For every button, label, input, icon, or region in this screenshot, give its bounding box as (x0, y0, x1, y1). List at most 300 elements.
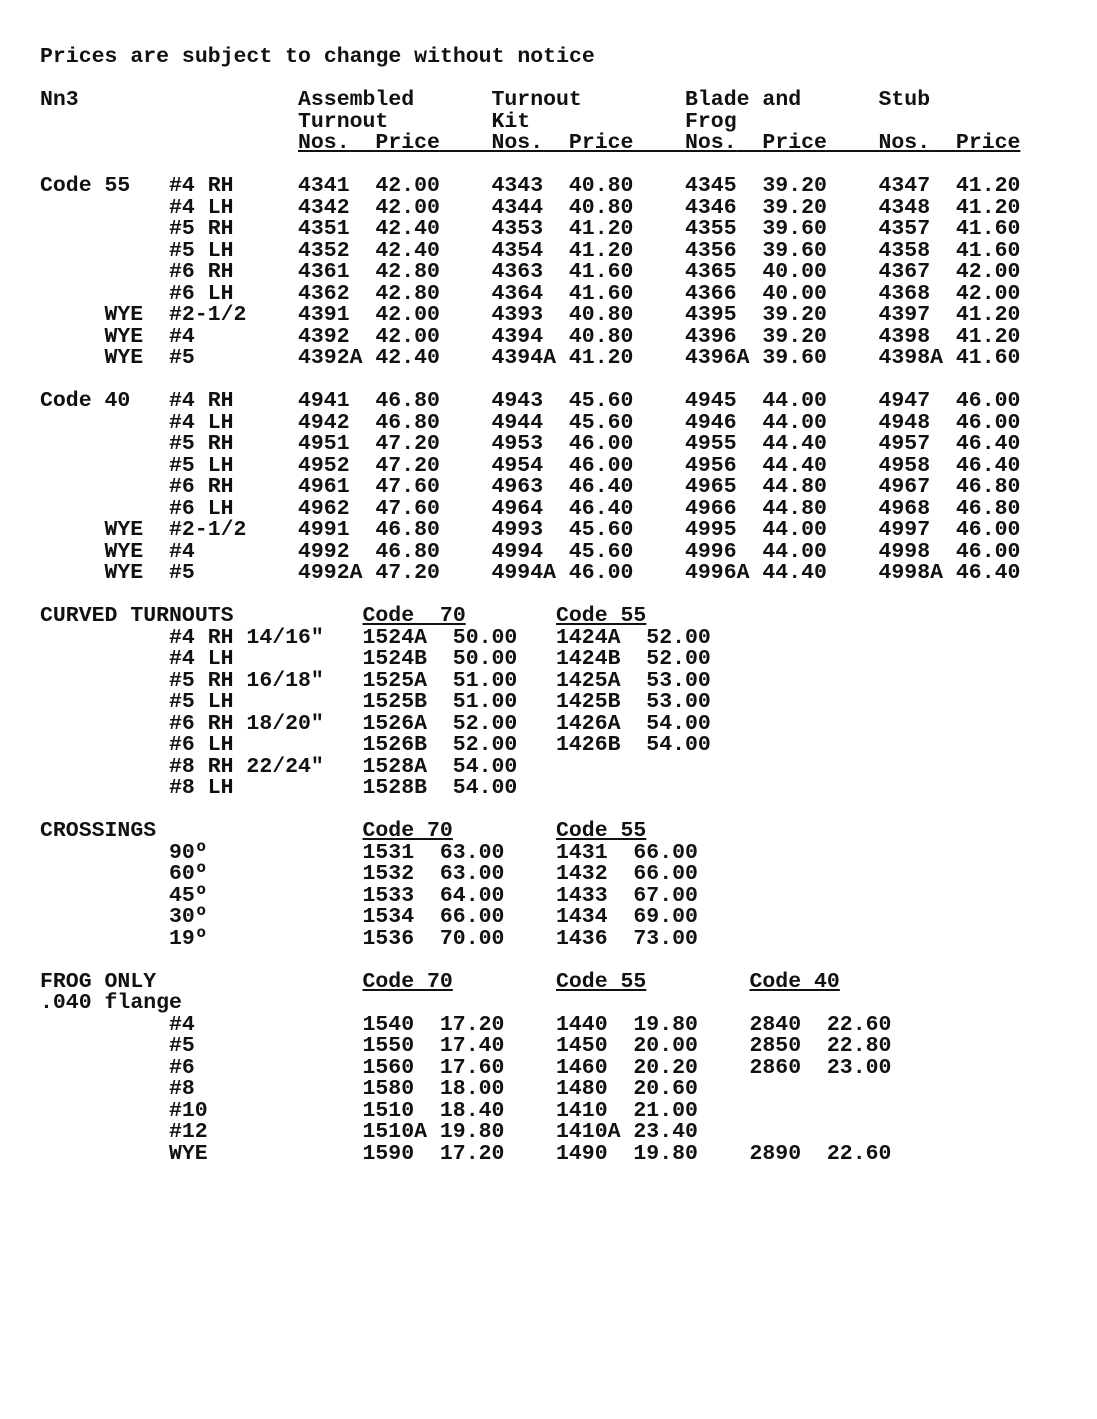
table-cell: 1531 (362, 840, 415, 865)
table-cell: 2840 (749, 1012, 802, 1037)
nos-price-header (298, 133, 492, 155)
table-cell: 22.80 (826, 1034, 892, 1058)
table-cell: 4358 (878, 238, 931, 263)
table-cell: 4347 (878, 174, 931, 198)
table-cell: #8 RH 22/24" (169, 754, 324, 779)
section-title: FROG ONLY (40, 969, 157, 994)
table-cell: 52.00 (646, 647, 711, 671)
table-cell: 1536 (362, 926, 415, 951)
table-cell: #4 (169, 324, 195, 349)
table-cell: 50.00 (452, 625, 518, 650)
table-cell: 1436 (556, 926, 608, 951)
table-cell: 1450 (556, 1034, 608, 1058)
table-cell: 4996A (685, 561, 750, 585)
table-cell: #8 LH (169, 776, 234, 800)
table-cell: 1431 (556, 840, 608, 865)
table-cell: 1550 (362, 1034, 415, 1058)
table-cell: 4365 (685, 260, 737, 284)
table-cell: 4965 (685, 475, 737, 499)
table-cell: 4363 (491, 260, 544, 284)
table-cell: 4968 (878, 496, 931, 521)
table-cell: 47.60 (375, 496, 440, 521)
table-cell: 1540 (362, 1012, 415, 1037)
table-cell: 1426B (556, 733, 621, 757)
table-cell: 1532 (362, 862, 415, 886)
table-cell: #4 LH (169, 647, 234, 671)
table-cell: 4942 (298, 410, 350, 435)
table-cell: 41.60 (955, 217, 1021, 241)
table-cell: 46.40 (955, 432, 1021, 456)
table-cell: 22.60 (826, 1012, 892, 1037)
table-cell: 4953 (491, 432, 544, 456)
nos-price-header (685, 133, 879, 155)
table-cell: 44.80 (762, 475, 827, 499)
table-cell: 42.80 (375, 260, 440, 284)
table-cell: 4962 (298, 496, 350, 521)
table-cell: 51.00 (452, 690, 518, 714)
table-cell: 46.40 (568, 496, 634, 521)
table-cell: 64.00 (439, 883, 505, 908)
table-cell: 18.00 (439, 1077, 505, 1101)
table-cell: 46.00 (568, 432, 634, 456)
table-cell: 4941 (298, 389, 350, 413)
table-cell: #5 (169, 1034, 195, 1058)
table-cell: #6 RH (169, 475, 234, 499)
table-cell: #5 RH (169, 217, 234, 241)
table-cell: 4961 (298, 475, 350, 499)
table-cell: 2850 (749, 1034, 802, 1058)
table-cell: #5 LH (169, 690, 234, 714)
table-cell: 46.00 (568, 561, 634, 585)
table-cell: 46.80 (955, 475, 1021, 499)
table-cell: 40.00 (762, 281, 827, 306)
table-cell: 4356 (685, 238, 737, 263)
code-header: Code 70 (362, 819, 453, 843)
table-cell: 46.00 (955, 389, 1021, 413)
table-cell: 70.00 (439, 926, 505, 951)
nos-header: Nos. (878, 131, 931, 155)
table-cell: 46.00 (568, 453, 634, 478)
table-cell: 17.60 (439, 1055, 505, 1080)
table-cell: 4964 (491, 496, 544, 521)
table-cell: #6 RH 18/20" (169, 711, 324, 736)
table-cell: 1525B (362, 690, 428, 714)
table-cell: 39.20 (762, 303, 827, 327)
table-cell: 4993 (491, 518, 544, 542)
table-cell: 46.40 (955, 561, 1021, 585)
table-cell: 45.60 (568, 539, 634, 564)
table-cell: 63.00 (439, 862, 505, 886)
table-cell: 41.60 (955, 346, 1021, 370)
table-cell: 46.80 (375, 410, 440, 435)
table-cell: 41.60 (568, 260, 634, 284)
table-cell: 4946 (685, 410, 737, 435)
table-cell: 23.00 (826, 1055, 892, 1080)
table-cell: 4397 (878, 303, 931, 327)
table-cell: 47.20 (375, 561, 440, 585)
table-cell: 73.00 (633, 926, 698, 951)
table-cell: 39.20 (762, 324, 827, 349)
table-cell: 1533 (362, 883, 415, 908)
table-cell: 4366 (685, 281, 737, 306)
table-cell: 1425B (556, 690, 621, 714)
table-cell: 44.00 (762, 539, 827, 564)
table-cell: 4394 (491, 324, 544, 349)
table-cell: 46.80 (375, 518, 440, 542)
table-cell: 4341 (298, 174, 350, 198)
table-cell: 39.20 (762, 174, 827, 198)
table-cell: 4966 (685, 496, 737, 521)
table-cell: 4357 (878, 217, 931, 241)
table-cell: 1424B (556, 647, 621, 671)
table-cell: 4991 (298, 518, 350, 542)
table-cell: 39.60 (762, 238, 827, 263)
table-cell: 63.00 (439, 840, 505, 865)
table-cell: #4 LH (169, 410, 234, 435)
table-cell: 4392 (298, 324, 350, 349)
table-cell: 67.00 (633, 883, 698, 908)
table-cell: 41.20 (955, 303, 1021, 327)
table-cell: 45º (169, 883, 208, 908)
table-cell: 4957 (878, 432, 931, 456)
table-cell: 60º (169, 862, 208, 886)
table-cell: #5 RH (169, 432, 234, 456)
table-cell: 19.80 (439, 1120, 505, 1144)
table-cell: 1534 (362, 905, 415, 929)
section-title: CROSSINGS (40, 819, 157, 843)
table-cell: 4952 (298, 453, 350, 478)
table-cell: 1432 (556, 862, 608, 886)
table-cell: 44.00 (762, 389, 827, 413)
table-cell: 41.20 (955, 174, 1021, 198)
scale-label: Nn3 (40, 88, 79, 112)
section-title: CURVED TURNOUTS (40, 604, 234, 628)
table-cell: 4994A (491, 561, 557, 585)
table-cell: 40.00 (762, 260, 827, 284)
table-cell: 42.00 (375, 324, 440, 349)
table-cell: 4394A (491, 346, 557, 370)
table-cell: #5 LH (169, 238, 234, 263)
table-cell: 19.80 (633, 1012, 698, 1037)
table-cell: 66.00 (633, 840, 698, 865)
table-cell: 1524A (362, 625, 428, 650)
table-cell: 1434 (556, 905, 608, 929)
table-cell: 20.00 (633, 1034, 698, 1058)
table-cell: #4 RH (169, 389, 234, 413)
table-cell: #4 RH 14/16" (169, 625, 324, 650)
table-cell: 66.00 (439, 905, 505, 929)
table-cell: 47.20 (375, 453, 440, 478)
table-cell: 4362 (298, 281, 350, 306)
table-cell: #5 RH 16/18" (169, 668, 324, 693)
table-cell: 1528A (362, 754, 428, 779)
table-cell: 1440 (556, 1012, 608, 1037)
table-cell: #6 LH (169, 733, 234, 757)
table-cell: 41.20 (955, 195, 1021, 220)
table-cell: 18.40 (439, 1098, 505, 1123)
table-cell: 4398 (878, 324, 931, 349)
table-cell: WYE (104, 324, 144, 349)
table-cell: 4343 (491, 174, 544, 198)
table-cell: 41.60 (568, 281, 634, 306)
nos-price-header (492, 133, 686, 155)
table-cell: 46.80 (375, 389, 440, 413)
table-cell: 4391 (298, 303, 350, 327)
table-cell: 46.40 (568, 475, 634, 499)
table-cell: 52.00 (452, 711, 518, 736)
column-group-header: Turnout (491, 88, 582, 112)
notice-text: Prices are subject to change without notice (40, 45, 595, 69)
table-cell: 1526A (362, 711, 428, 736)
table-cell: 30º (169, 905, 208, 929)
table-cell: 42.00 (375, 303, 440, 327)
table-cell: 39.20 (762, 195, 827, 220)
table-cell: 17.40 (439, 1034, 505, 1058)
table-cell: 4963 (491, 475, 544, 499)
table-cell: 4954 (491, 453, 544, 478)
table-cell: 39.60 (762, 217, 827, 241)
column-group-header: Stub (878, 88, 931, 112)
table-cell: 46.00 (955, 539, 1021, 564)
table-cell: 1526B (362, 733, 428, 757)
table-cell: 52.00 (646, 625, 711, 650)
table-cell: 4398A (878, 346, 944, 370)
table-cell: #12 (169, 1120, 208, 1144)
table-cell: 4945 (685, 389, 737, 413)
table-cell: 4958 (878, 453, 931, 478)
table-cell: 4355 (685, 217, 737, 241)
table-cell: 4396 (685, 324, 737, 349)
table-cell: 1525A (362, 668, 428, 693)
table-cell: 4348 (878, 195, 931, 220)
table-cell: 4992A (298, 561, 363, 585)
table-cell: 4998 (878, 539, 931, 564)
table-cell: 4998A (878, 561, 944, 585)
table-cell: 20.20 (633, 1055, 698, 1080)
column-group-header: Turnout (298, 109, 389, 134)
table-cell: 4994 (491, 539, 544, 564)
table-cell: 22.60 (826, 1141, 892, 1166)
section-subtitle: .040 flange (40, 991, 182, 1015)
table-cell: 46.40 (955, 453, 1021, 478)
table-cell: 23.40 (633, 1120, 698, 1144)
table-cell: 40.80 (568, 195, 634, 220)
table-cell: 44.80 (762, 496, 827, 521)
table-cell: 1524B (362, 647, 428, 671)
table-cell: 42.40 (375, 238, 440, 263)
table-cell: 4955 (685, 432, 737, 456)
table-cell: 4354 (491, 238, 544, 263)
table-cell: 90º (169, 840, 208, 865)
table-cell: 1510A (362, 1120, 428, 1144)
table-cell: 4352 (298, 238, 350, 263)
table-cell: 42.00 (955, 260, 1021, 284)
table-cell: 19º (169, 926, 208, 951)
table-cell: #6 RH (169, 260, 234, 284)
table-cell: 39.60 (762, 346, 827, 370)
table-cell: 46.80 (955, 496, 1021, 521)
table-cell: 4353 (491, 217, 544, 241)
table-cell: 42.40 (375, 217, 440, 241)
table-cell: 4995 (685, 518, 737, 542)
nos-header: Nos. (685, 131, 737, 155)
table-cell: 4396A (685, 346, 750, 370)
table-cell: 4393 (491, 303, 544, 327)
table-cell: 4996 (685, 539, 737, 564)
table-cell: 44.40 (762, 561, 827, 585)
table-cell: 4361 (298, 260, 350, 284)
table-cell: 4943 (491, 389, 544, 413)
table-cell: 52.00 (452, 733, 518, 757)
table-cell: #5 (169, 561, 195, 585)
table-cell: 54.00 (646, 711, 711, 736)
table-cell: 4997 (878, 518, 931, 542)
table-cell: 54.00 (452, 776, 518, 800)
price-header: Price (762, 131, 827, 155)
table-cell: 41.20 (568, 217, 634, 241)
column-group-header: Blade and (685, 88, 802, 112)
table-cell: 44.00 (762, 518, 827, 542)
table-cell: 4346 (685, 195, 737, 220)
price-header: Price (568, 131, 634, 155)
table-cell: WYE (104, 539, 144, 564)
table-cell: 4368 (878, 281, 931, 306)
section-label: Code 55 (40, 174, 131, 198)
table-cell: 4956 (685, 453, 737, 478)
table-cell: 4351 (298, 217, 350, 241)
table-cell: 45.60 (568, 389, 634, 413)
table-cell: 69.00 (633, 905, 698, 929)
table-cell: #6 LH (169, 281, 234, 306)
table-cell: #8 (169, 1077, 195, 1101)
table-cell: #4 LH (169, 195, 234, 220)
code-header: Code 70 (362, 969, 453, 994)
table-cell: 41.20 (568, 238, 634, 263)
table-cell: 42.00 (375, 174, 440, 198)
table-cell: 46.80 (375, 539, 440, 564)
table-cell: 1426A (556, 711, 621, 736)
table-cell: 54.00 (646, 733, 711, 757)
table-cell: 1560 (362, 1055, 415, 1080)
table-cell: 1425A (556, 668, 621, 693)
table-cell: #4 RH (169, 174, 234, 198)
table-cell: 17.20 (439, 1012, 505, 1037)
table-cell: 40.80 (568, 303, 634, 327)
nos-header: Nos. (491, 131, 544, 155)
column-group-header: Frog (685, 109, 737, 134)
code-header: Code 55 (556, 969, 647, 994)
table-cell: 41.60 (955, 238, 1021, 263)
table-cell: 42.40 (375, 346, 440, 370)
table-cell: 1490 (556, 1141, 608, 1166)
code-header: Code 55 (556, 819, 647, 843)
table-cell: 17.20 (439, 1141, 505, 1166)
column-group-header: Assembled (298, 88, 415, 112)
table-cell: 1480 (556, 1077, 608, 1101)
code-header: Code 40 (749, 969, 840, 994)
table-cell: 4947 (878, 389, 931, 413)
nos-header: Nos. (298, 131, 350, 155)
table-cell: 42.00 (955, 281, 1021, 306)
table-cell: 21.00 (633, 1098, 698, 1123)
section-label: Code 40 (40, 389, 131, 413)
table-cell: WYE (169, 1141, 208, 1166)
table-cell: 42.00 (375, 195, 440, 220)
table-cell: 2890 (749, 1141, 802, 1166)
table-cell: 40.80 (568, 324, 634, 349)
table-cell: #2-1/2 (169, 303, 247, 327)
code-header: Code 70 (362, 604, 466, 628)
table-cell: 4992 (298, 539, 350, 564)
table-cell: 20.60 (633, 1077, 698, 1101)
table-cell: 4392A (298, 346, 363, 370)
table-cell: 44.40 (762, 453, 827, 478)
table-cell: 54.00 (452, 754, 518, 779)
table-cell: 4948 (878, 410, 931, 435)
table-cell: 41.20 (955, 324, 1021, 349)
table-cell: 1590 (362, 1141, 415, 1166)
table-cell: 4395 (685, 303, 737, 327)
table-cell: 45.60 (568, 410, 634, 435)
table-cell: 47.60 (375, 475, 440, 499)
table-cell: 1410A (556, 1120, 621, 1144)
table-cell: 46.00 (955, 410, 1021, 435)
table-cell: 1433 (556, 883, 608, 908)
table-cell: WYE (104, 346, 144, 370)
table-cell: #10 (169, 1098, 208, 1123)
price-header: Price (955, 131, 1021, 155)
table-cell: #5 (169, 346, 195, 370)
table-cell: 19.80 (633, 1141, 698, 1166)
table-cell: 40.80 (568, 174, 634, 198)
code-header: Code 55 (556, 604, 647, 628)
table-cell: #6 LH (169, 496, 234, 521)
table-cell: 1410 (556, 1098, 608, 1123)
table-cell: #4 (169, 1012, 195, 1037)
table-cell: 46.00 (955, 518, 1021, 542)
table-cell: 44.40 (762, 432, 827, 456)
table-cell: 51.00 (452, 668, 518, 693)
table-cell: 4944 (491, 410, 544, 435)
table-cell: 4344 (491, 195, 544, 220)
table-cell: 1424A (556, 625, 621, 650)
price-header: Price (375, 131, 440, 155)
table-cell: 53.00 (646, 690, 711, 714)
table-cell: WYE (104, 518, 144, 542)
table-cell: 45.60 (568, 518, 634, 542)
table-cell: 1510 (362, 1098, 415, 1123)
table-cell: 4345 (685, 174, 737, 198)
table-cell: 50.00 (452, 647, 518, 671)
column-group-header: Kit (491, 109, 531, 134)
table-cell: #2-1/2 (169, 518, 247, 542)
table-cell: #6 (169, 1055, 195, 1080)
table-cell: 4951 (298, 432, 350, 456)
table-cell: 47.20 (375, 432, 440, 456)
table-cell: 1580 (362, 1077, 415, 1101)
table-cell: #4 (169, 539, 195, 564)
table-cell: 41.20 (568, 346, 634, 370)
table-cell: 4967 (878, 475, 931, 499)
table-cell: 1528B (362, 776, 428, 800)
table-cell: 44.00 (762, 410, 827, 435)
table-cell: 2860 (749, 1055, 802, 1080)
table-cell: 53.00 (646, 668, 711, 693)
table-cell: 4364 (491, 281, 544, 306)
table-cell: 4367 (878, 260, 931, 284)
table-cell: WYE (104, 303, 144, 327)
table-cell: 66.00 (633, 862, 698, 886)
